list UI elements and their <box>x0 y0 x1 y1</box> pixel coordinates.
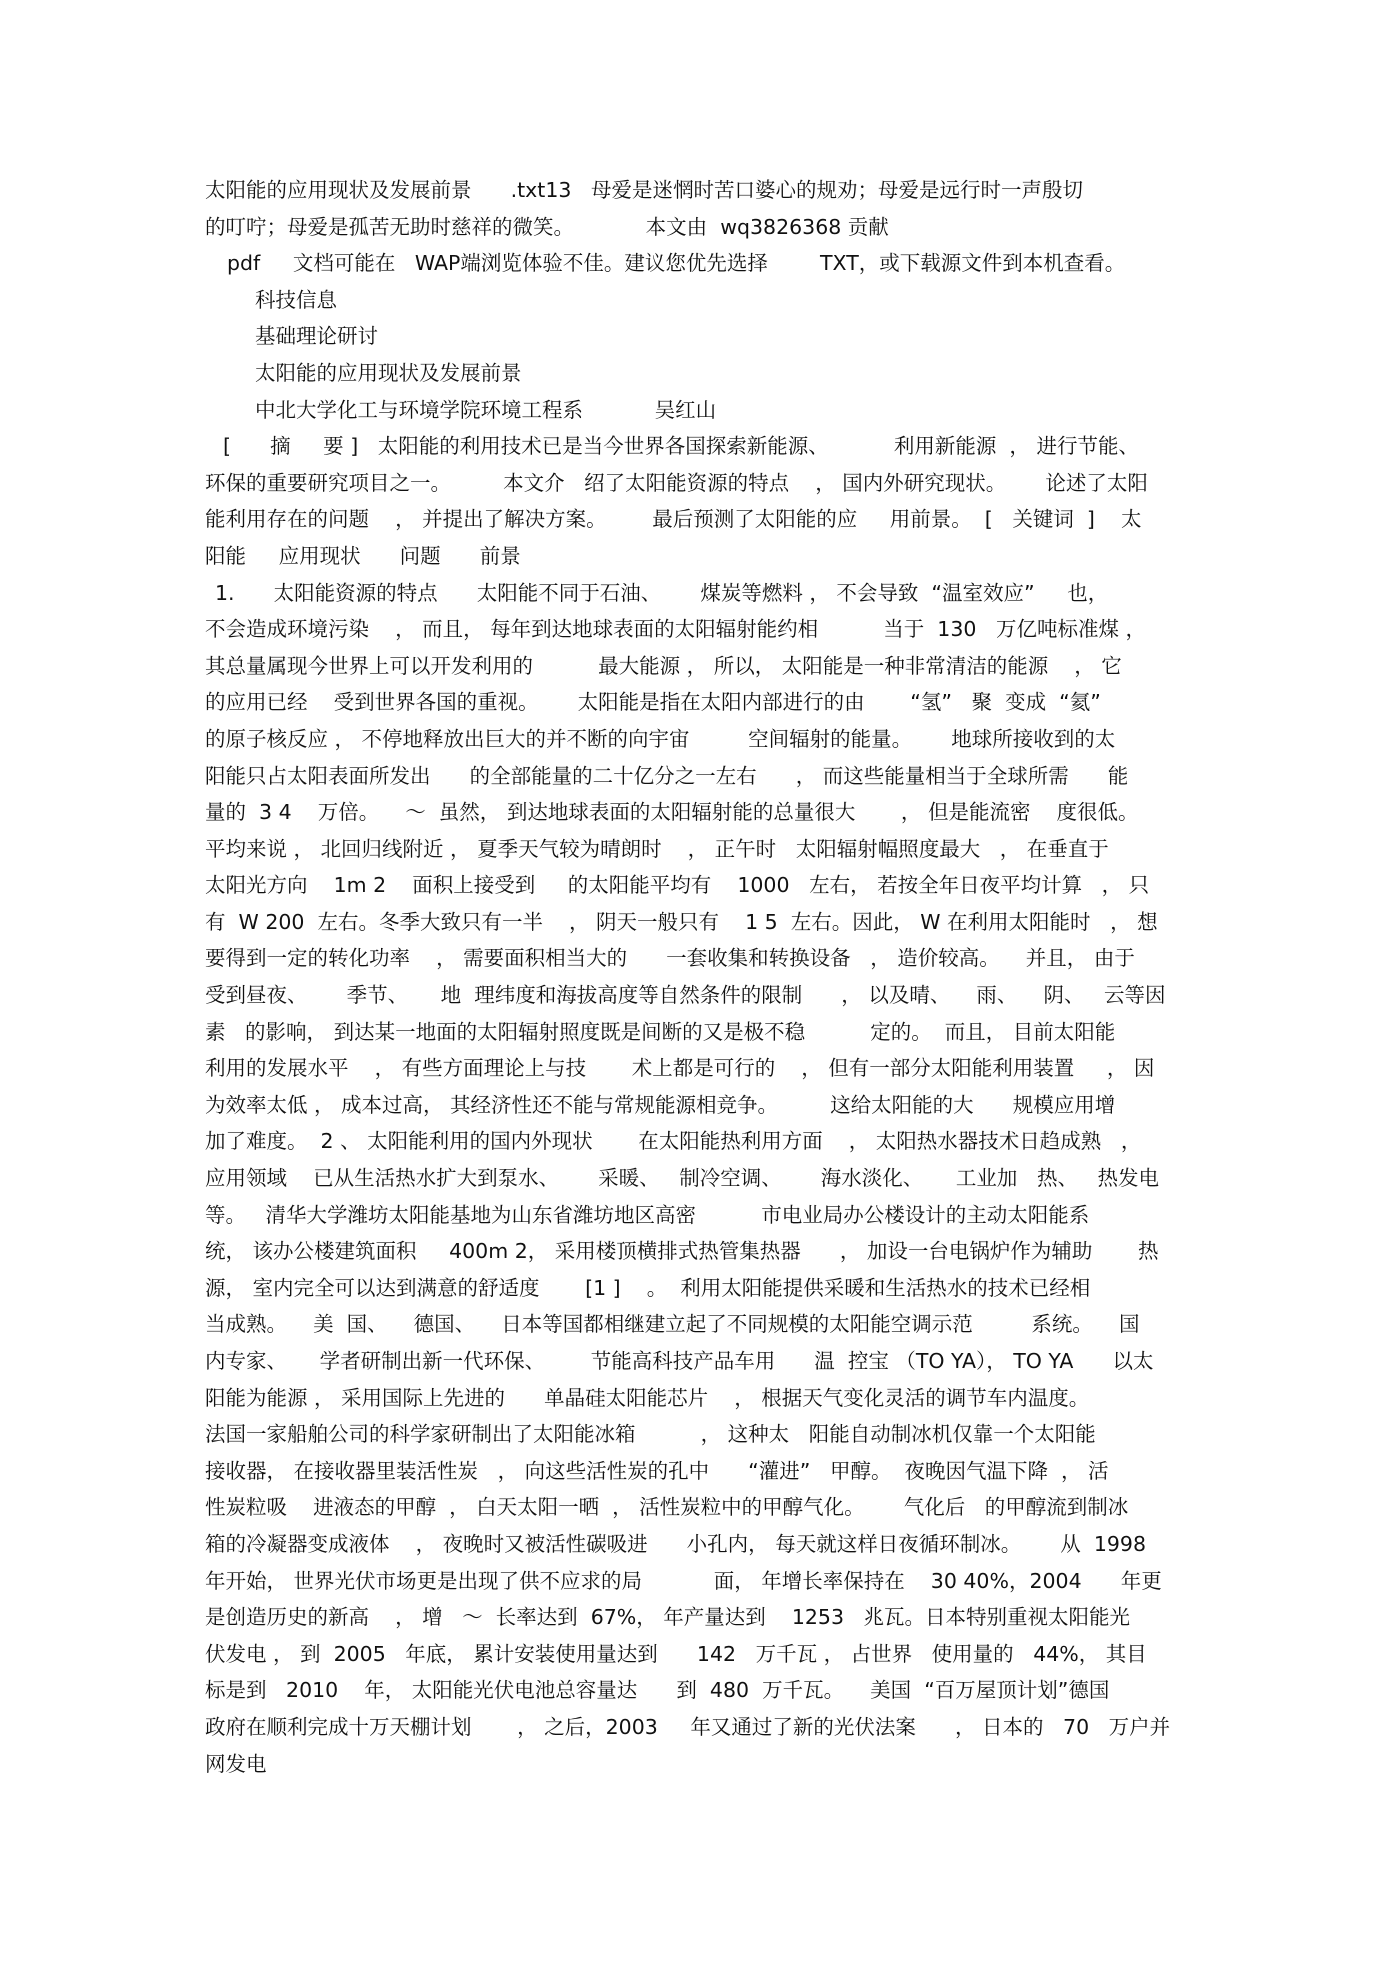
body-line: 要得到一定的转化功率 ， 需要面积相当大的 一套收集和转换设备 ， 造价较高。 并且， 由于 <box>205 946 1135 971</box>
body-line: 应用领域 已从生活热水扩大到泵水、 采暖、 制冷空调、 海水淡化、 工业加 热、 热发电 <box>205 1166 1159 1191</box>
body-line: 标是到 2010 年， 太阳能光伏电池总容量达 到 480 万千瓦。 美国 “百万屋顶计划”德国 <box>205 1678 1110 1703</box>
abstract-line: 阳能 应用现状 问题 前景 <box>205 543 521 568</box>
body-line: 的原子核反应 ， 不停地释放出巨大的并不断的向宇宙 空间辐射的能量。 地球所接收到的太 <box>205 726 1116 751</box>
body-line: 不会造成环境污染 ， 而且， 每年到达地球表面的太阳辐射能约相 当于 130 万亿吨标准煤 ， <box>205 617 1146 642</box>
body-line: 阳能为能源 ， 采用国际上先进的 单晶硅太阳能芯片 ， 根据天气变化灵活的调节车内温度。 <box>205 1385 1090 1410</box>
body-line: 其总量属现今世界上可以开发利用的 最大能源 ， 所以， 太阳能是一种非常清洁的能源 ， 它 <box>205 653 1122 678</box>
body-line: 法国一家船舶公司的科学家研制出了太阳能冰箱 ， 这种太 阳能自动制冰机仅靠一个太阳能 <box>205 1422 1096 1447</box>
document-body <box>205 172 1195 1782</box>
body-line: 年开始， 世界光伏市场更是出现了供不应求的局 面， 年增长率保持在 30 40%，2004 年更 <box>205 1568 1162 1593</box>
body-line: 的应用已经 受到世界各国的重视。 太阳能是指在太阳内部进行的由 “氢” 聚 变成 “氦” <box>205 690 1101 715</box>
body-line: 加了难度。 2 、 太阳能利用的国内外现状 在太阳能热利用方面 ， 太阳热水器技术日趋成熟 ， <box>205 1129 1142 1154</box>
body-line: 网发电 <box>205 1751 267 1776</box>
body-line: 政府在顺利完成十万天棚计划 ， 之后，2003 年又通过了新的光伏法案 ， 日本的 70 万户并 <box>205 1714 1171 1739</box>
body-line: 内专家、 学者研制出新一代环保、 节能高科技产品车用 温 控宝 （TO YA）， TO YA 以太 <box>205 1349 1154 1373</box>
article-author: 中北大学化工与环境学院环境工程系 吴红山 <box>255 397 717 422</box>
body-line: 统， 该办公楼建筑面积 400m 2， 采用楼顶横排式热管集热器 ， 加设一台电锅炉作为辅助 热 <box>205 1239 1159 1264</box>
body-line: 等。 清华大学潍坊太阳能基地为山东省潍坊地区高密 市电业局办公楼设计的主动太阳能系 <box>205 1202 1090 1227</box>
abstract-line: 环保的重要研究项目之一。 本文介 绍了太阳能资源的特点 ， 国内外研究现状。 论述了太阳 <box>205 470 1148 495</box>
body-line: 为效率太低 ， 成本过高， 其经济性还不能与常规能源相竞争。 这给太阳能的大 规模应用增 <box>205 1092 1116 1117</box>
body-line: 接收器， 在接收器里装活性炭 ， 向这些活性炭的孔中 “灌进” 甲醇。 夜晚因气温下降 ， 活 <box>205 1458 1109 1483</box>
body-line: 素 的影响， 到达某一地面的太阳辐射照度既是间断的又是极不稳 定的。 而且， 目前太阳能 <box>205 1019 1116 1044</box>
body-line: 当成熟。 美 国、 德国、 日本等国都相继建立起了不同规模的太阳能空调示范 系统。 国 <box>205 1312 1140 1337</box>
text-line-header: 的叮咛；母爱是孤苦无助时慈祥的微笑。 本文由 wq3826368 贡献 <box>205 214 889 239</box>
body-line: 源， 室内完全可以达到满意的舒适度 [1 ] 。 利用太阳能提供采暖和生活热水的技术已经相 <box>205 1275 1091 1300</box>
text-line-section: 基础理论研讨 <box>255 324 378 349</box>
body-line: 有 W 200 左右。冬季大致只有一半 ， 阴天一般只有 1 5 左右。因此， W 在利用太阳能时 ， 想 <box>205 909 1158 934</box>
body-line: 太阳光方向 1m 2 面积上接受到 的太阳能平均有 1000 左右， 若按全年日夜平均计算 ， 只 <box>205 873 1150 898</box>
body-line: 是创造历史的新高 ， 增 ～ 长率达到 67%， 年产量达到 1253 兆瓦。日本特别重视太阳能光 <box>205 1605 1131 1630</box>
body-line: 性炭粒吸 进液态的甲醇 ， 白天太阳一晒 ， 活性炭粒中的甲醇气化。 气化后 的甲醇流到制冰 <box>205 1495 1129 1520</box>
abstract-line: [ 摘 要 ] 太阳能的利用技术已是当今世界各国探索新能源、 利用新能源 ， 进行节能、 <box>223 434 1139 459</box>
article-title: 太阳能的应用现状及发展前景 <box>255 360 522 385</box>
body-line: 平均来说 ， 北回归线附近 ， 夏季天气较为晴朗时 ， 正午时 太阳辐射幅照度最大 ， 在垂直于 <box>205 836 1109 861</box>
text-line-header: 太阳能的应用现状及发展前景 .txt13 母爱是迷惘时苦口婆心的规劝；母爱是远行时一声殷切 <box>205 178 1083 202</box>
body-line: 伏发电 ， 到 2005 年底， 累计安装使用量达到 142 万千瓦 ， 占世界 使用量的 44%， 其目 <box>205 1641 1147 1666</box>
abstract-line: 能利用存在的问题 ， 并提出了解决方案。 最后预测了太阳能的应 用前景。 [ 关键词 ] 太 <box>205 507 1142 532</box>
body-line: 1. 太阳能资源的特点 太阳能不同于石油、 煤炭等燃料 ， 不会导致 “温室效应” 也， <box>215 580 1109 605</box>
text-line-category: 科技信息 <box>255 287 337 312</box>
body-line: 阳能只占太阳表面所发出 的全部能量的二十亿分之一左右 ， 而这些能量相当于全球所需 能 <box>205 763 1129 788</box>
body-line: 量的 3 4 万倍。 ～ 虽然， 到达地球表面的太阳辐射能的总量很大 ， 但是能流密 度很低。 <box>205 800 1139 825</box>
body-line: 受到昼夜、 季节、 地 理纬度和海拔高度等自然条件的限制 ， 以及晴、 雨、 阴、 云等因 <box>205 983 1166 1008</box>
body-line: 利用的发展水平 ， 有些方面理论上与技 术上都是可行的 ， 但有一部分太阳能利用装置 ， 因 <box>205 1056 1155 1081</box>
body-line: 箱的冷凝器变成液体 ， 夜晚时又被活性碳吸进 小孔内， 每天就这样日夜循环制冰。 从 1998 <box>205 1531 1146 1556</box>
text-line-notice: pdf 文档可能在 WAP端浏览体验不佳。建议您优先选择 TXT，或下载源文件到本机查看。 <box>227 251 1126 276</box>
